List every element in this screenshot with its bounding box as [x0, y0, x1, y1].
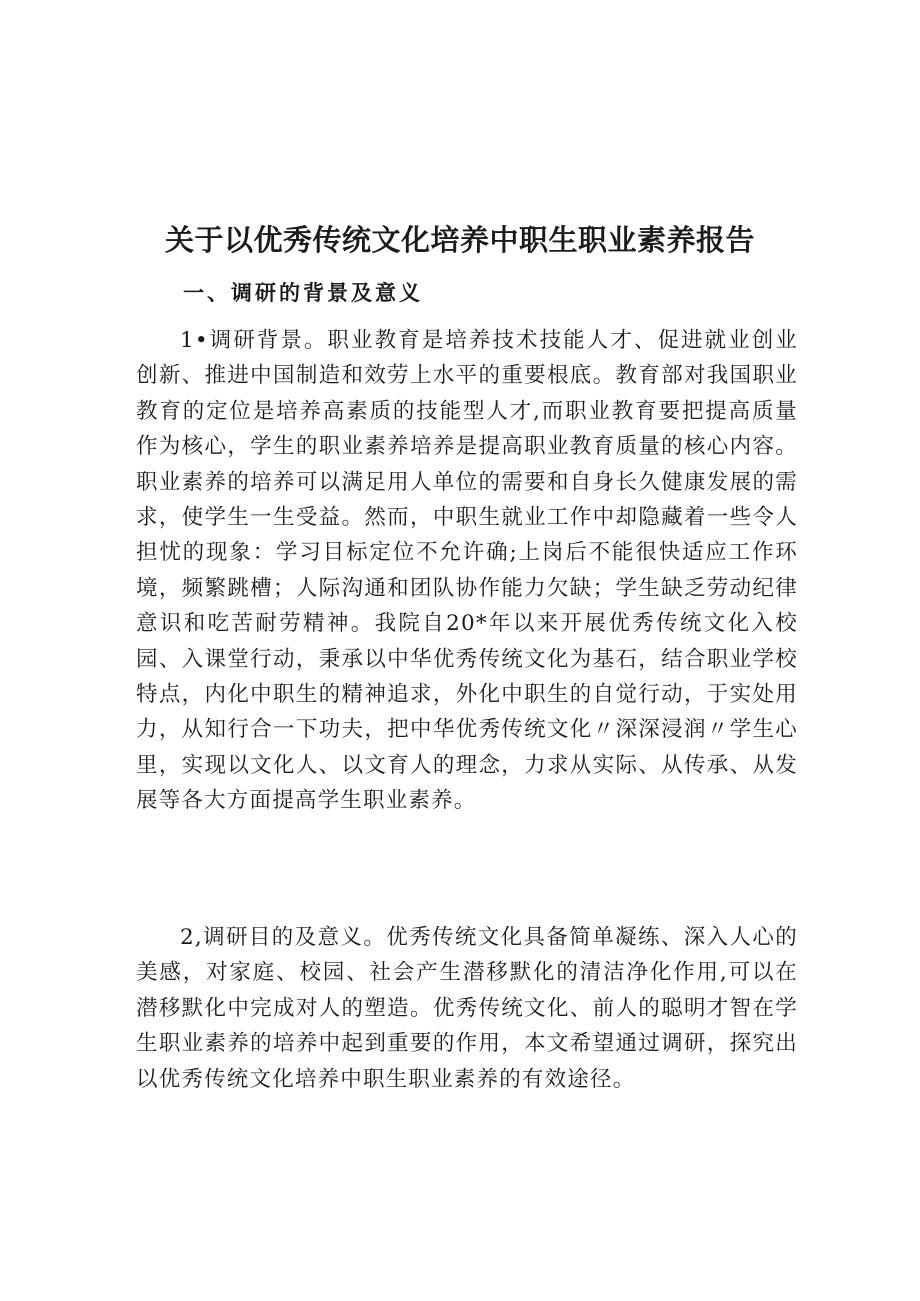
paragraph-research-background: 1•调研背景。职业教育是培养技术技能人才、促进就业创业创新、推进中国制造和效劳上水平的重要根底。教育部对我国职业教育的定位是培养高素质的技能型人才,而职业教育要把提高质量作为核心，学生的职业素养培养是提高职业教育质量的核心内容。职业素养的培养可以满足用人单位的需要和自身长久健康发展的需求，使学生一生受益。然而，中职生就业工作中却隐藏着一些令人担忧的现象：学习目标定位不允许确;上岗后不能很快适应工作环境，频繁跳槽；人际沟通和团队协作能力欠缺；学生缺乏劳动纪律意识和吃苦耐劳精神。我院自20*年以来开展优秀传统文化入校园、入课堂行动，秉承以中华优秀传统文化为基石，结合职业学校特点，内化中职生的精神追求，外化中职生的自觉行动，于实处用力，从知行合一下功夫，把中华优秀传统文化〃深深浸润〃学生心里，实现以文化人、以文育人的理念，力求从实际、从传承、从发展等各大方面提高学生职业素养。 — [136, 328, 798, 814]
document-title: 关于以优秀传统文化培养中职生职业素养报告 — [164, 223, 755, 257]
paragraph-research-purpose: 2,调研目的及意义。优秀传统文化具备简单凝练、深入人心的美感，对家庭、校园、社会产生潜移默化的清洁净化作用,可以在潜移默化中完成对人的塑造。优秀传统文化、前人的聪明才智在学生职业素养的培养中起到重要的作用，本文希望通过调研，探究出以优秀传统文化培养中职生职业素养的有效途径。 — [136, 925, 798, 1092]
section-heading: 一、调研的背景及意义 — [183, 280, 423, 305]
